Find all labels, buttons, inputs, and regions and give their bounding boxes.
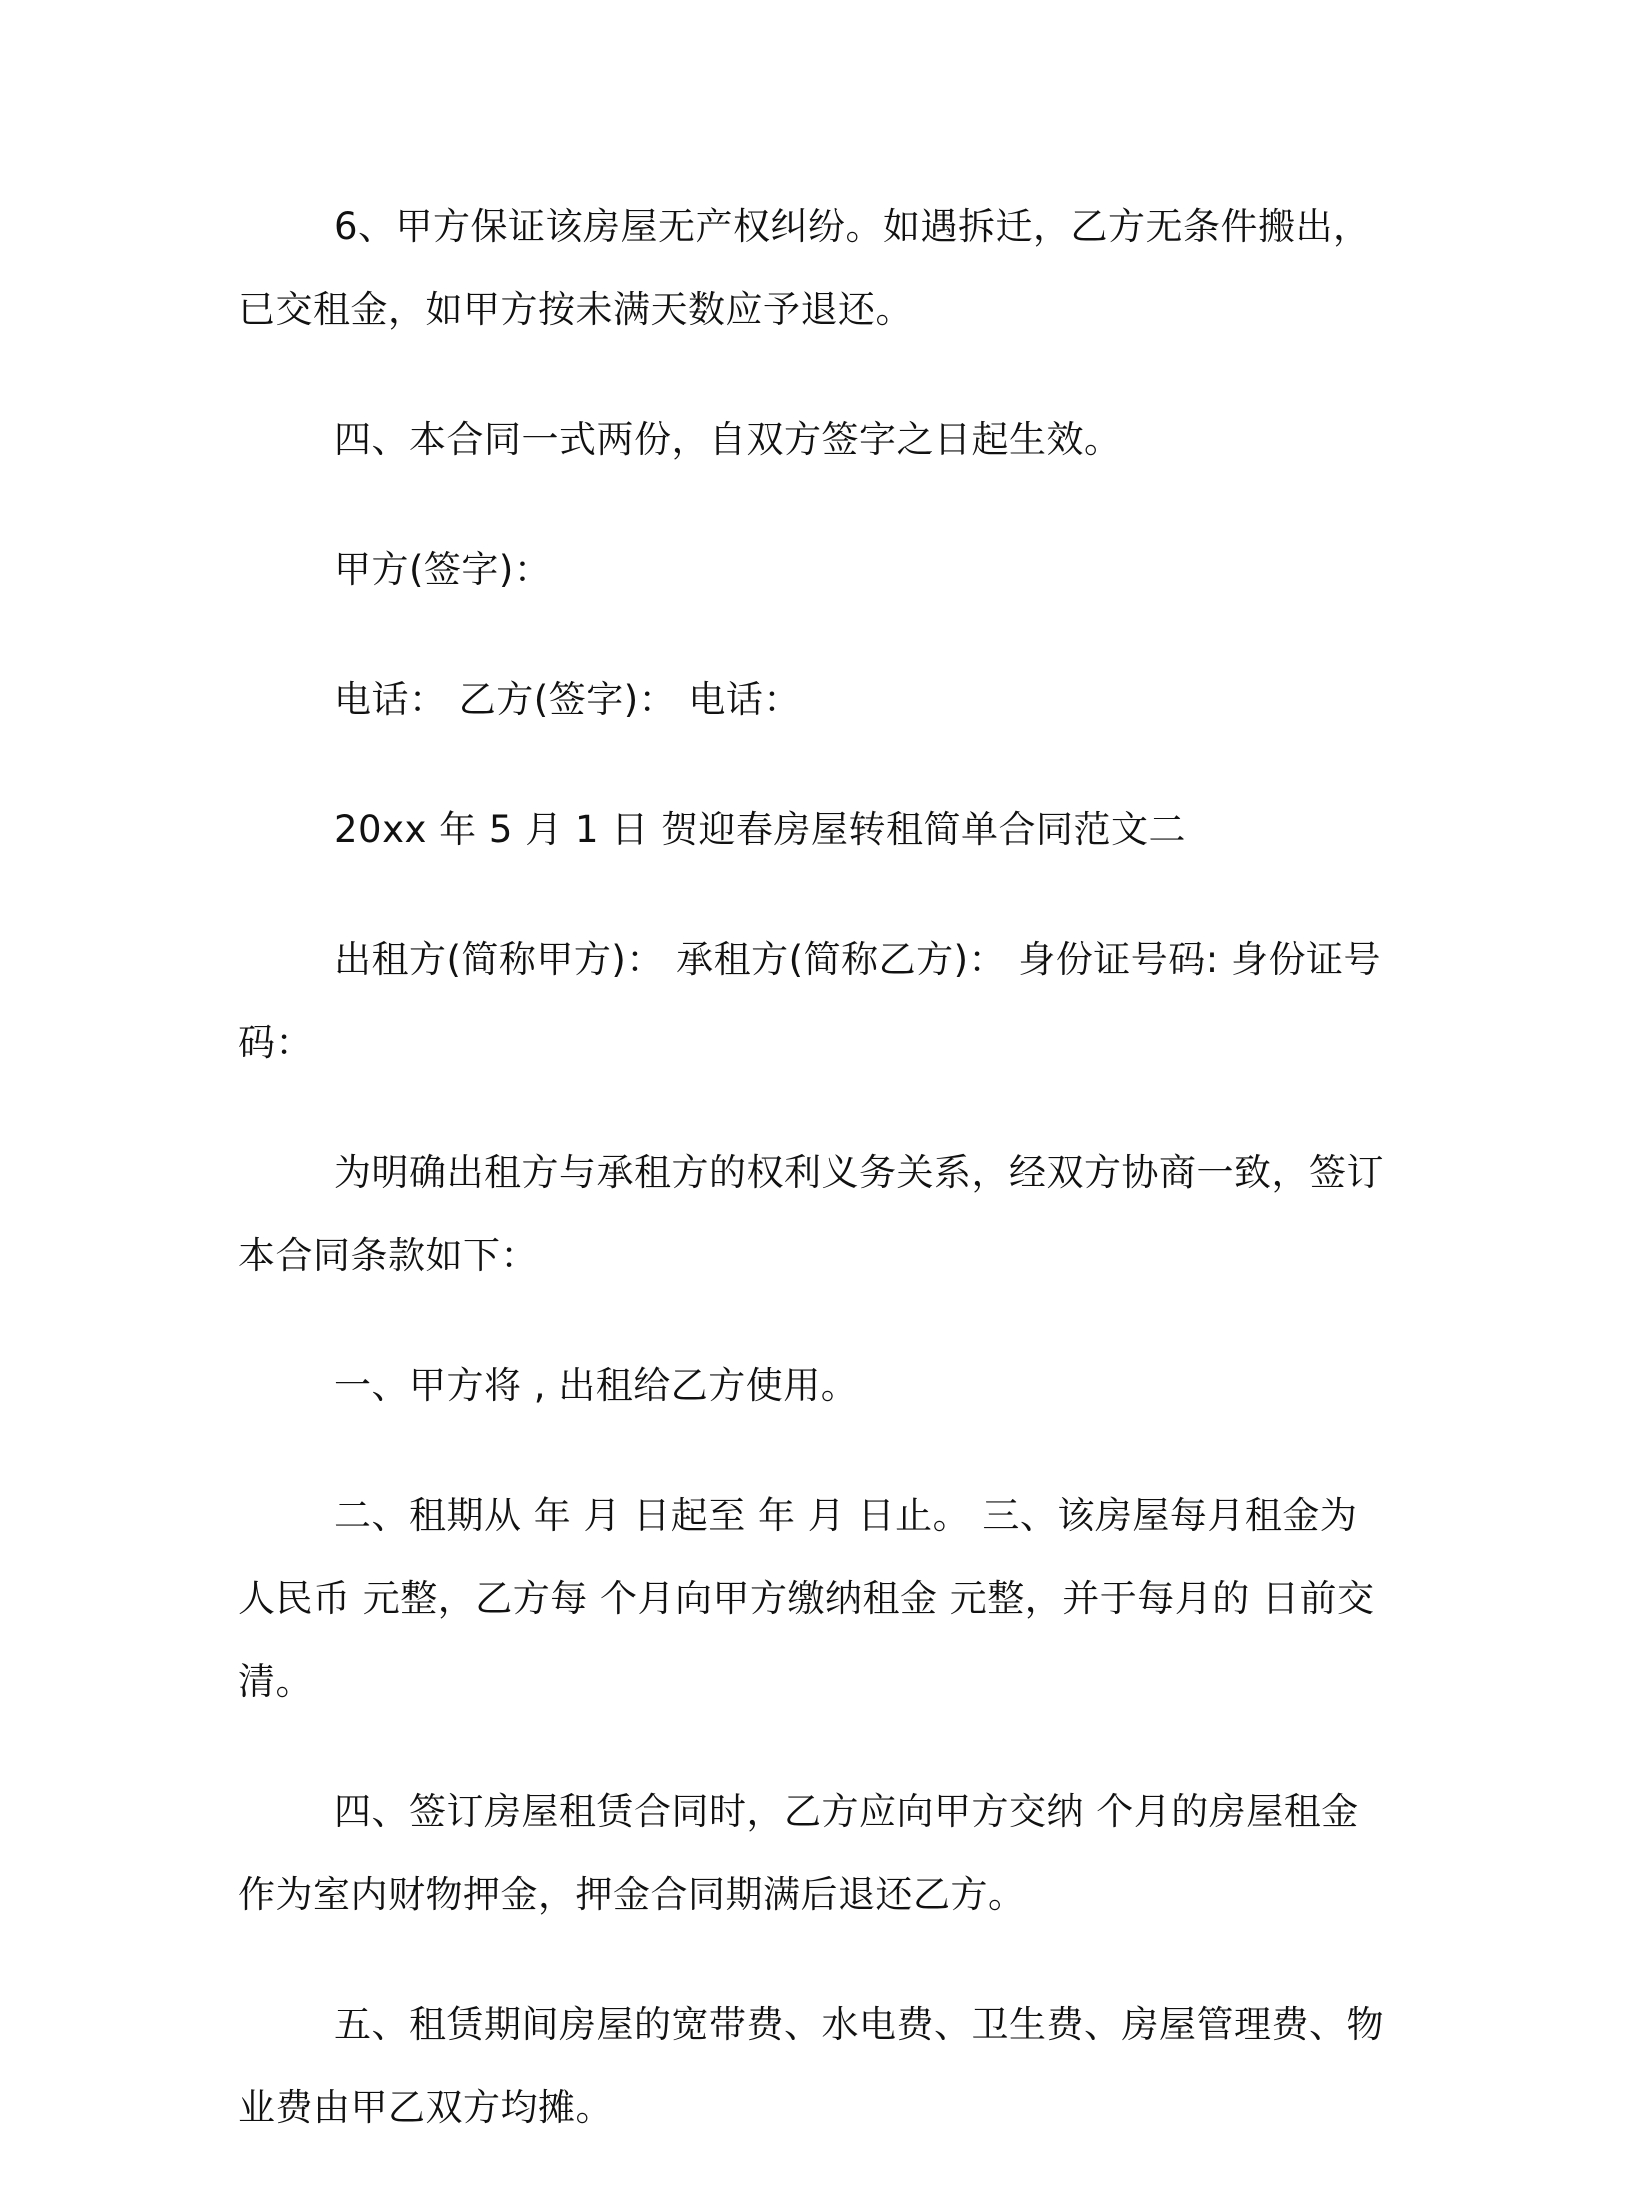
paragraph-contract-copies: 四、本合同一式两份，自双方签字之日起生效。 [334,418,1122,461]
paragraph-parties-id: 出租方(简称甲方)： 承租方(简称乙方)： 身份证号码: 身份证号码： [238,938,1381,1064]
paragraph-clause-6-property-rights: 6、甲方保证该房屋无产权纠纷。如遇拆迁，乙方无条件搬出，已交租金，如甲方按未满天数应予退还。 [238,205,1371,331]
paragraph-date-and-title: 20xx 年 5 月 1 日 贺迎春房屋转租简单合同范文二 [334,808,1187,851]
paragraph-phone-party-b-signature: 电话： 乙方(签字)： 电话： [334,678,801,721]
paragraph-clause-5-fees: 五、租赁期间房屋的宽带费、水电费、卫生费、房屋管理费、物业费由甲乙双方均摊。 [238,2003,1384,2129]
document-body [238,185,1388,2196]
paragraph-clause-4-deposit: 四、签订房屋租赁合同时，乙方应向甲方交纳 个月的房屋租金作为室内财物押金，押金合同期满后退还乙方。 [238,1790,1359,1916]
paragraph-purpose: 为明确出租方与承租方的权利义务关系，经双方协商一致，签订本合同条款如下： [238,1151,1384,1277]
paragraph-clause-2-3-term-rent: 二、租期从 年 月 日起至 年 月 日止。 三、该房屋每月租金为人民币 元整，乙方每 个月向甲方缴纳租金 元整，并于每月的 日前交清。 [238,1494,1375,1703]
paragraph-clause-1-lease-object: 一、甲方将 , 出租给乙方使用。 [334,1364,859,1407]
paragraph-party-a-signature: 甲方(签字)： [334,548,552,591]
